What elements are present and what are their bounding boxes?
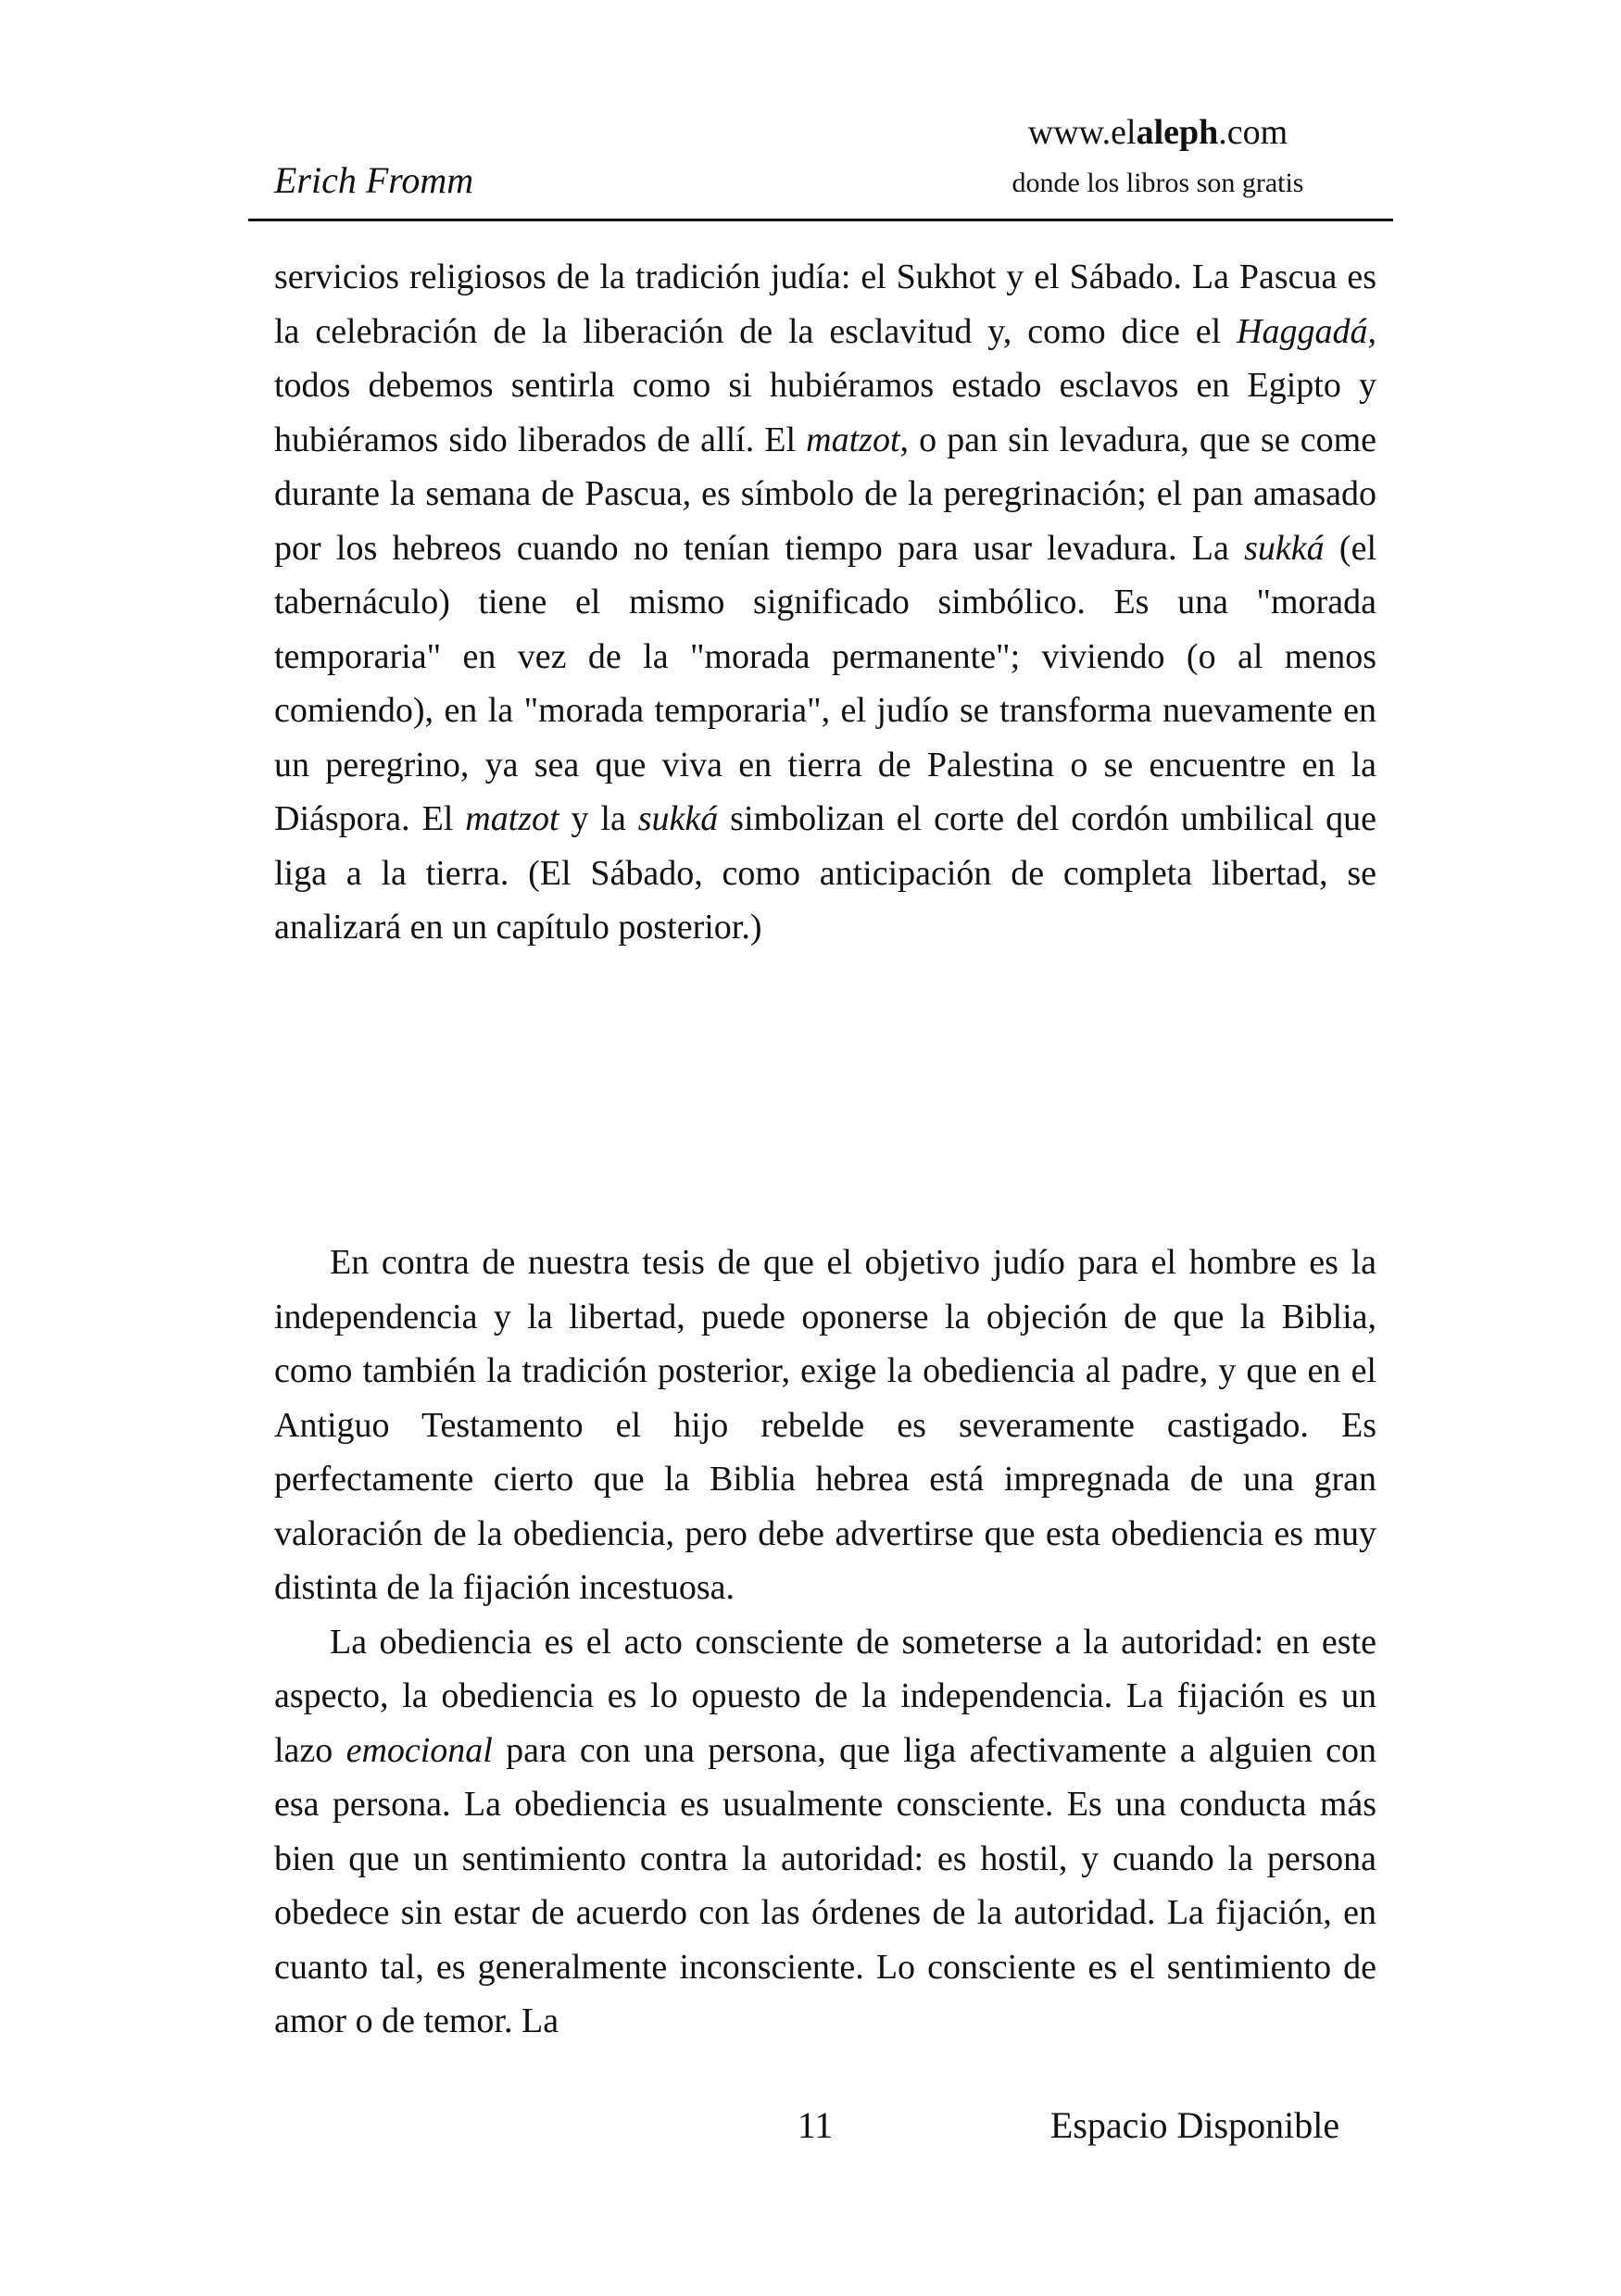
italic-term: matzot	[465, 799, 559, 838]
text-run: para con una persona, que liga afectivamente a alguien con esa persona. La obediencia es usualmente consciente. Es una conducta más bien que un sentimiento contra la autoridad: es hostil, y cuando la persona obedece sin estar de acuerdo con las órdenes de la autoridad. La fijación, en cuanto tal, es generalmente inconsciente. Lo consciente es el sentimiento de amor o de temor. La	[274, 1730, 1376, 2040]
paragraph-3	[274, 1615, 1376, 2049]
site-url-brand: aleph	[1136, 113, 1219, 152]
site-url-prefix: www.el	[1027, 113, 1137, 152]
footer-label: Espacio Disponible	[1049, 2104, 1340, 2146]
author-name: Erich Fromm	[274, 159, 474, 201]
text-run: servicios religiosos de la tradición judía: el Sukhot y el Sábado. La Pascua es la celebración de la liberación de la esclavitud y, como dice el	[274, 257, 1376, 351]
page-number: 11	[797, 2104, 834, 2146]
site-url-suffix: .com	[1218, 113, 1288, 152]
paragraph-1	[274, 250, 1376, 955]
site-tagline: donde los libros son gratis	[1012, 168, 1304, 198]
text-run: La obediencia es el acto consciente de someterse a la autoridad: en este aspecto, la obediencia es lo opuesto de la independencia. La fijación es un lazo	[274, 1622, 1376, 1770]
text-run: y la	[559, 799, 638, 838]
text-run: simbolizan el corte del cordón umbilical que liga a la tierra. (El Sábado, como anticipación de completa libertad, se analizará en un capítulo posterior.)	[274, 799, 1376, 947]
italic-term: sukká	[637, 799, 719, 838]
italic-term: sukká	[1244, 528, 1325, 568]
body-section-2	[274, 1236, 1376, 2049]
paragraph-2: En contra de nuestra tesis de que el objetivo judío para el hombre es la independencia y la libertad, puede oponerse la objeción de que la Biblia, como también la tradición posterior, exige la obediencia al padre, y que en el Antiguo Testamento el hijo rebelde es severamente castigado. Es perfectamente cierto que la Biblia hebrea está impregnada de una gran valoración de la obediencia, pero debe advertirse que esta obediencia es muy distinta de la fijación incestuosa.	[274, 1243, 1376, 1607]
italic-term: matzot	[806, 420, 900, 459]
body-section-1	[274, 250, 1376, 955]
italic-term: Haggadá,	[1237, 311, 1376, 351]
text-run: , o pan sin levadura, que se come durante la semana de Pascua, es símbolo de la peregrinación; el pan amasado por los hebreos cuando no tenían tiempo para usar levadura. La	[274, 420, 1376, 568]
text-run: todos debemos sentirla como si hubiéramos estado esclavos en Egipto y hubiéramos sido liberados de allí. El	[274, 366, 1376, 459]
site-url	[1000, 109, 1315, 156]
text-run: (el tabernáculo) tiene el mismo significado simbólico. Es una "morada temporaria" en vez de la "morada permanente"; viviendo (o al menos comiendo), en la "morada temporaria", el judío se transforma nuevamente en un peregrino, ya sea que viva en tierra de Palestina o se encuentre en la Diáspora. El	[274, 528, 1376, 838]
italic-term: emocional	[346, 1730, 493, 1770]
header-divider	[248, 219, 1393, 221]
